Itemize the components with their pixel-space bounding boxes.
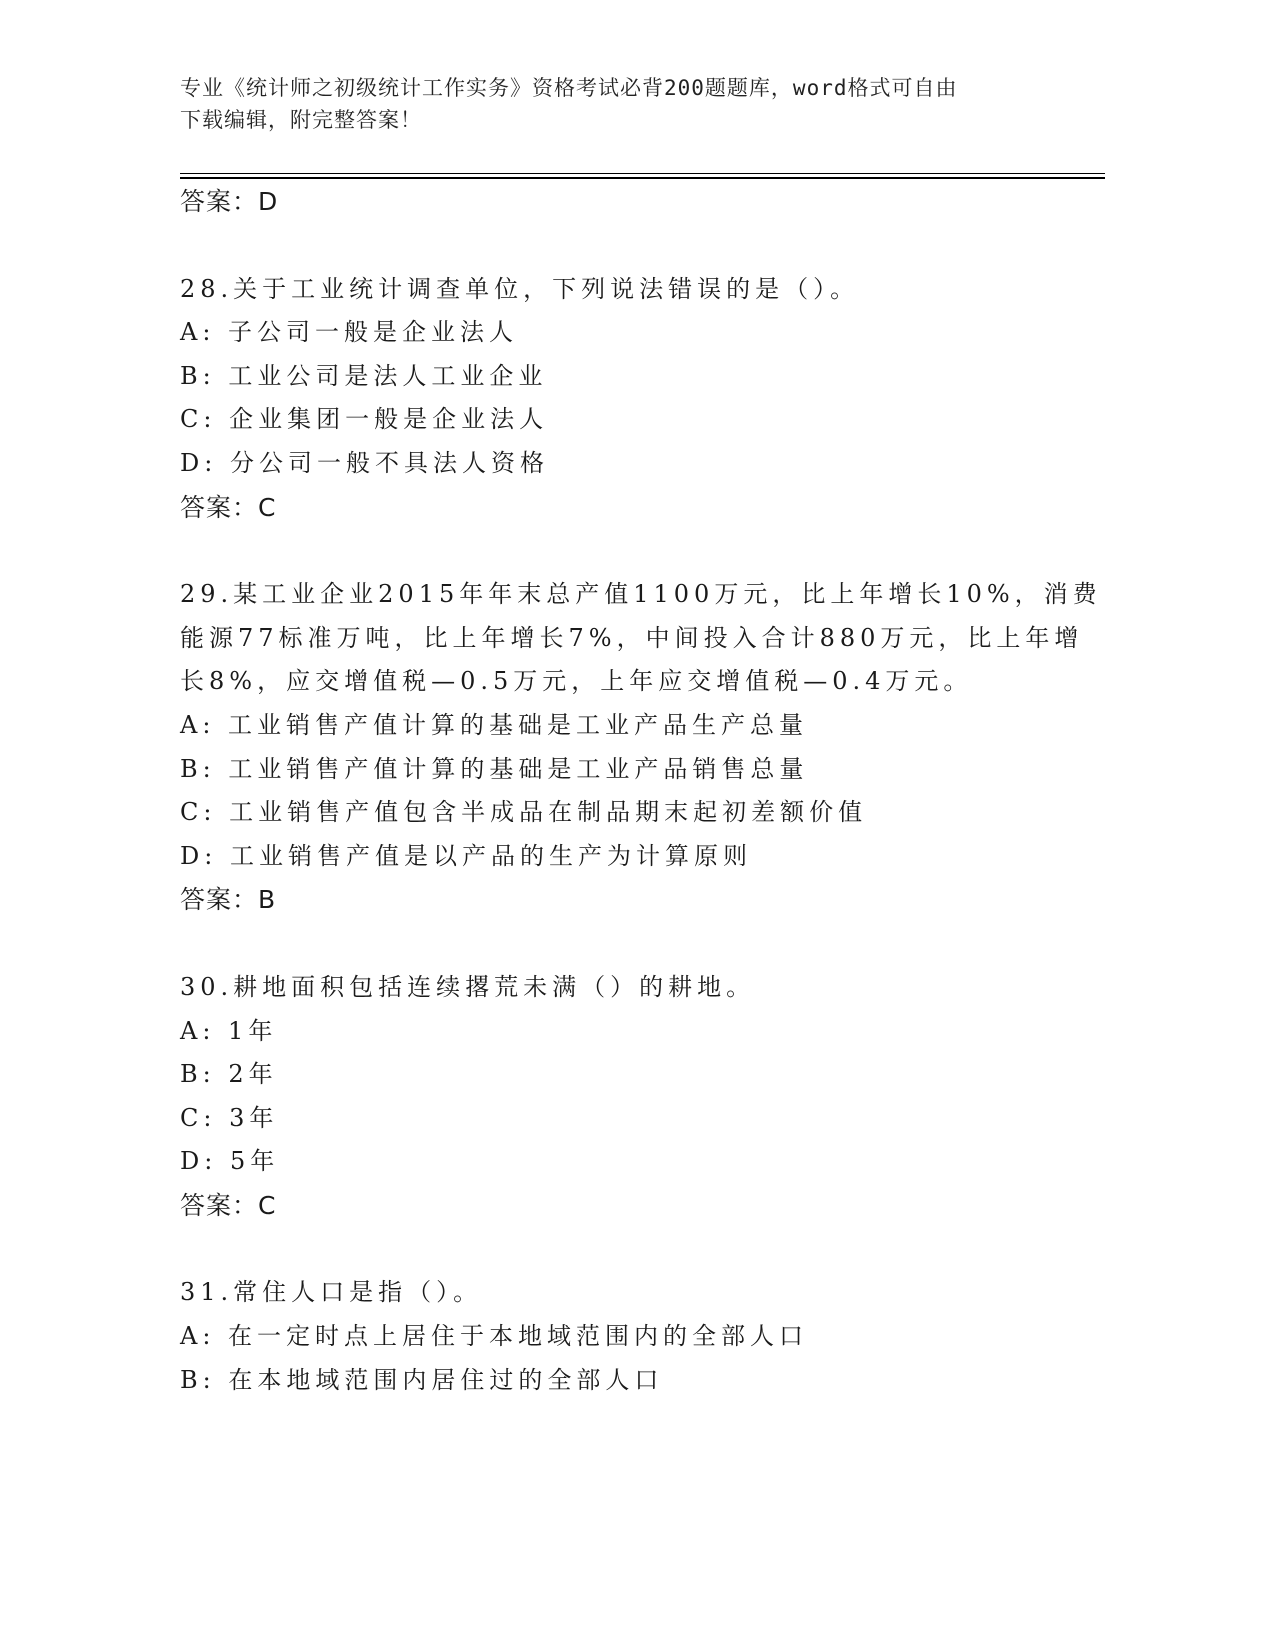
option-30-b: B: 2年 [180,1060,278,1089]
option-29-a: A: 工业销售产值计算的基础是工业产品生产总量 [180,710,809,739]
option-29-d: D: 工业销售产值是以产品的生产为计算原则 [180,841,752,870]
question-29-line-1: 29.某工业企业2015年年末总产值1100万元，比上年增长10%，消费 [180,580,1102,609]
question-30: 30.耕地面积包括连续撂荒未满（）的耕地。 [180,972,756,1001]
question-28: 28.关于工业统计调查单位，下列说法错误的是（）。 [180,274,860,303]
option-29-b: B: 工业销售产值计算的基础是工业产品销售总量 [180,754,809,783]
spacer [180,922,1080,966]
answer-28: 答案：C [180,492,277,522]
spacer [180,530,1080,574]
option-31-b: B: 在本地域范围内居住过的全部人口 [180,1365,664,1394]
spacer [180,224,1080,268]
answer-29: 答案：B [180,885,277,915]
option-30-c: C: 3年 [180,1103,279,1132]
header-line-1: 专业《统计师之初级统计工作实务》资格考试必背200题题库，word格式可自由 [180,76,958,100]
answer-27: 答案：D [180,187,279,216]
option-28-a: A: 子公司一般是企业法人 [180,318,519,347]
question-29-line-3: 长8%，应交增值税—0.5万元，上年应交增值税—0.4万元。 [180,667,973,696]
option-28-b: B: 工业公司是法人工业企业 [180,361,548,390]
option-28-c: C: 企业集团一般是企业法人 [180,405,549,434]
header-divider-thin [180,173,1105,174]
option-29-c: C: 工业销售产值包含半成品在制品期末起初差额价值 [180,798,868,827]
question-content [180,180,1102,1402]
option-31-a: A: 在一定时点上居住于本地域范围内的全部人口 [180,1322,809,1351]
question-31: 31.常住人口是指（）。 [180,1278,483,1307]
header-line-2: 下载编辑，附完整答案！ [180,108,422,132]
document-header [180,72,1060,136]
spacer [180,1228,1080,1272]
question-29-line-2: 能源77标准万吨，比上年增长7%，中间投入合计880万元，比上年增 [180,623,1084,652]
header-divider-thick [180,177,1105,179]
option-28-d: D: 分公司一般不具法人资格 [180,448,549,477]
option-30-d: D: 5年 [180,1147,280,1176]
answer-30: 答案：C [180,1190,277,1220]
option-30-a: A: 1年 [180,1016,278,1045]
